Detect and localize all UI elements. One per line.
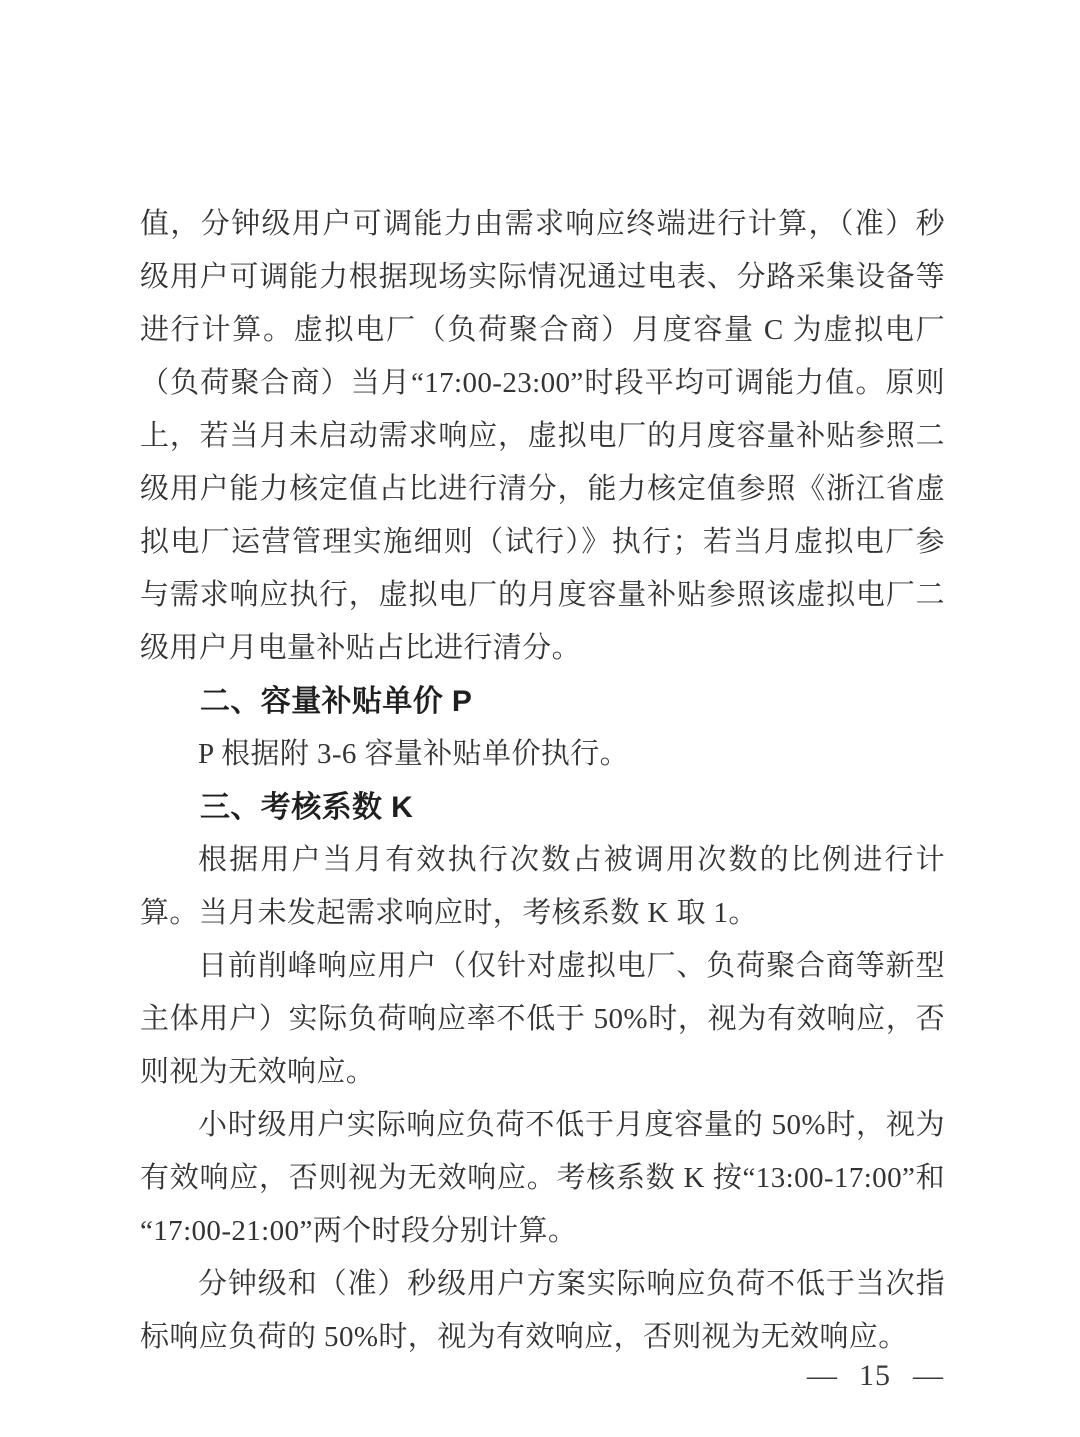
page-footer <box>807 1352 943 1400</box>
footer-dash-right: — <box>913 1359 943 1392</box>
page-number: 15 <box>859 1359 891 1392</box>
paragraph: 分钟级和（准）秒级用户方案实际响应负荷不低于当次指标响应负荷的 50%时，视为有效响应，否则视为无效响应。 <box>140 1268 945 1353</box>
footer-dash-left: — <box>807 1359 837 1392</box>
paragraph: 小时级用户实际响应负荷不低于月度容量的 50%时，视为有效响应，否则视为无效响应。考核系数 K 按“13:00-17:00”和“17:00-21:00”两个时段分别计算。 <box>140 1109 945 1247</box>
section-heading-capacity-subsidy-price: 二、容量补贴单价 P <box>200 685 473 718</box>
section-heading-assessment-coefficient: 三、考核系数 K <box>200 791 414 824</box>
paragraph: P 根据附 3-6 容量补贴单价执行。 <box>198 738 630 770</box>
paragraph-continuation: 值，分钟级用户可调能力由需求响应终端进行计算，（准）秒级用户可调能力根据现场实际情况通过电表、分路采集设备等进行计算。虚拟电厂（负荷聚合商）月度容量 C 为虚拟电厂（负荷聚合商）当月“17:00-23:00”时段平均可调能力值。原则上，若当月未启动需求响应，虚拟电厂的月度容量补贴参照二级用户能力核定值占比进行清分，能力核定值参照《浙江省虚拟电厂运营管理实施细则（试行）》执行；若当月虚拟电厂参与需求响应执行，虚拟电厂的月度容量补贴参照该虚拟电厂二级用户月电量补贴占比进行清分。 <box>140 208 945 664</box>
paragraph: 根据用户当月有效执行次数占被调用次数的比例进行计算。当月未发起需求响应时，考核系数 K 取 1。 <box>140 844 945 929</box>
document-body <box>140 198 945 1364</box>
paragraph: 日前削峰响应用户（仅针对虚拟电厂、负荷聚合商等新型主体用户）实际负荷响应率不低于 50%时，视为有效响应，否则视为无效响应。 <box>140 950 945 1088</box>
